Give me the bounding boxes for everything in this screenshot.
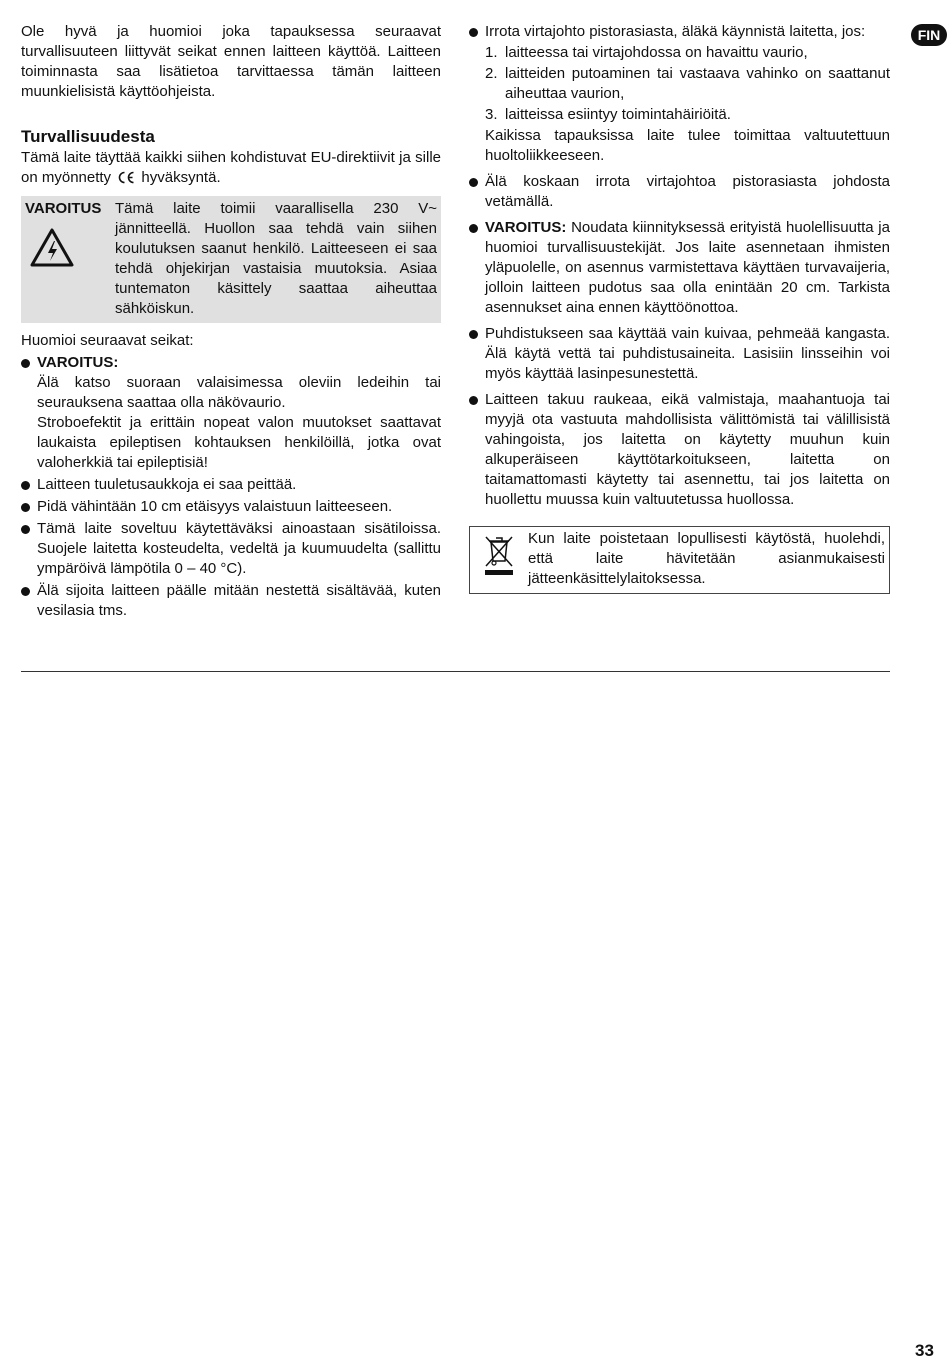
- high-voltage-warning-icon: [29, 227, 115, 275]
- list-item: [469, 218, 890, 318]
- divider: [21, 671, 890, 672]
- ce-text-after: hyväksyntä.: [141, 169, 221, 186]
- list-item: Tämä laite soveltuu käytettäväksi ainoastaan sisätiloissa. Suojele laitetta kosteudelta, vedeltä ja kuumuudelta (sallittu ympäröivä lämpötila 0 – 40 °C).: [21, 519, 441, 579]
- language-badge: FIN: [911, 24, 947, 46]
- list-item: Laitteen tuuletusaukkoja ei saa peittää.: [21, 475, 441, 495]
- list-item: Älä koskaan irrota virtajohtoa pistorasiasta johdosta vetämällä.: [469, 172, 890, 212]
- numbered-item: 2. laitteiden putoaminen tai vastaava vahinko on saattanut aiheuttaa vaurion,: [485, 65, 890, 102]
- notice-heading: Huomioi seuraavat seikat:: [21, 332, 194, 349]
- right-column: [469, 22, 890, 594]
- bullet-warning-title: VAROITUS:: [485, 219, 567, 236]
- list-item: Pidä vähintään 10 cm etäisyys valaistuun laitteeseen.: [21, 497, 441, 517]
- list-item: Laitteen takuu raukeaa, eikä valmistaja, maahantuoja tai myyjä ota vastuuta mahdollisista välittömistä tai välillisistä vahingoista, jos laitetta on käytetty muuhun kuin alkuperäiseen käyttötarkoitukseen, laitetta on taitamattomasti käytetty tai asennettu, tai jos laitetta on huollettu muussa kuin valtuutetussa huollossa.: [469, 390, 890, 510]
- intro-paragraph: Ole hyvä ja huomioi joka tapauksessa seuraavat turvallisuuteen liittyvät seikat ennen laitteen käyttöä. Laitteen toiminnasta saa lisätietoa tarvittaessa tämän laitteen muunkielisistä käyttöohjeista.: [21, 23, 441, 100]
- warning-box: [21, 196, 441, 323]
- list-item: [21, 353, 441, 473]
- list-item: Puhdistukseen saa käyttää vain kuivaa, pehmeää kangasta. Älä käytä vettä tai puhdistusaineita. Lasisiin linsseihin voi myös käyttää lasinpesunestettä.: [469, 324, 890, 384]
- warning-label: VAROITUS: [25, 200, 102, 217]
- numbered-item: 1. laitteessa tai virtajohdossa on havaittu vaurio,: [485, 44, 808, 61]
- list-item: Älä sijoita laitteen päälle mitään nestettä sisältävää, kuten vesilasia tms.: [21, 581, 441, 621]
- section-title: Turvallisuudesta: [21, 127, 155, 146]
- list-item: [469, 22, 890, 166]
- disposal-box: [469, 526, 890, 594]
- bullet-warning-title: VAROITUS:: [37, 354, 119, 371]
- bullet-text: Noudata kiinnityksessä erityistä huolellisuutta ja huomioi turvallisuustekijät. Jos laite asennetaan ihmisten yläpuolelle, on asennus varmistettava käyttäen turvavaijeria, jolloin laitteen pudotus saa olla enintään 20 cm. Tarkista asennukset aina ennen käyttöönottoa.: [485, 219, 890, 316]
- numbered-item: 3. laitteissa esiintyy toimintahäiriöitä.: [485, 106, 731, 123]
- bullet-text: Irrota virtajohto pistorasiasta, äläkä käynnistä laitetta, jos:: [485, 23, 866, 40]
- ce-mark-icon: [117, 170, 135, 190]
- bullet-text: Kaikissa tapauksissa laite tulee toimittaa valtuutettuun huoltoliikkeeseen.: [485, 127, 890, 164]
- warning-text: Tämä laite toimii vaarallisella 230 V~ jännitteellä. Huollon saa tehdä vain siihen koulutuksen saanut henkilö. Laitteeseen ei saa tehdä ohjekirjan vastaisia muutoksia. Asiaa tuntematon käsittely saattaa aiheuttaa sähköiskun.: [115, 200, 437, 317]
- bullet-text: Stroboefektit ja erittäin nopeat valon muutokset saattavat laukaista epileptisen kohtauksen henkilöillä, jotka ovat valoherkkiä tai epileptisiä!: [37, 414, 441, 471]
- page-number: 33: [915, 1341, 934, 1360]
- crossed-out-bin-icon: [482, 533, 518, 583]
- left-column: [21, 22, 441, 621]
- bullet-text: Älä katso suoraan valaisimessa oleviin ledeihin tai seurauksena saattaa olla näkövaurio.: [37, 374, 441, 411]
- disposal-text: Kun laite poistetaan lopullisesti käytöstä, huolehdi, että laite hävitetään asianmukaisesti jätteenkäsittelylaitoksessa.: [528, 530, 885, 587]
- ce-text-before: Tämä laite täyttää kaikki siihen kohdistuvat EU-direktiivit ja sille on myönnetty: [21, 149, 441, 186]
- ce-paragraph: [21, 148, 441, 190]
